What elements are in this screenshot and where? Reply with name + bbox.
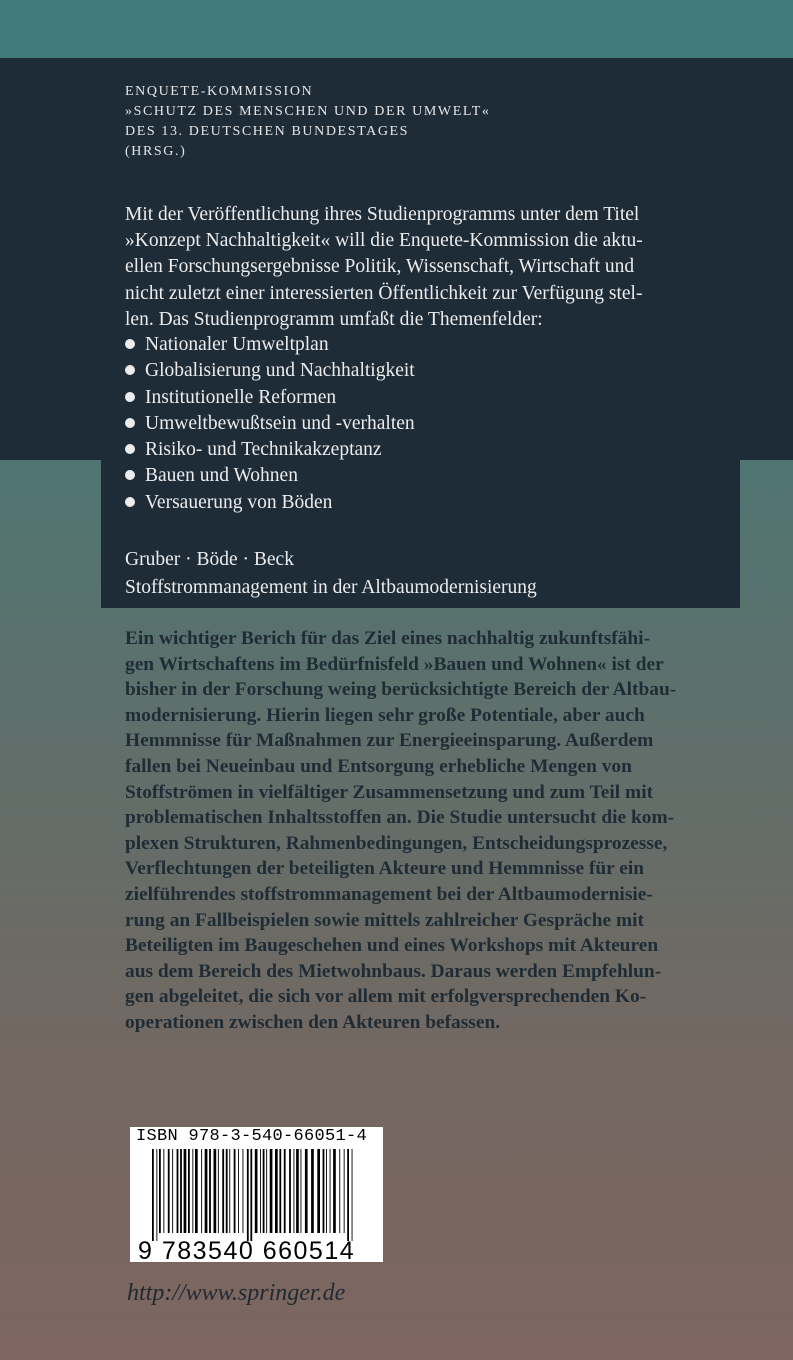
barcode-bar: [172, 1149, 173, 1233]
barcode-bar: [255, 1149, 258, 1233]
barcode-bar: [218, 1149, 219, 1233]
bullet-icon: [125, 418, 135, 428]
editor-line: »SCHUTZ DES MENSCHEN UND DER UMWELT«: [125, 104, 491, 119]
bullet-icon: [125, 339, 135, 349]
barcode-bar: [184, 1149, 187, 1233]
barcode-bar: [333, 1149, 336, 1233]
description-line: fallen bei Neueinbau und Entsorgung erhebliche Mengen von: [125, 755, 632, 777]
barcode-bar: [168, 1149, 170, 1233]
barcode-bar: [195, 1149, 198, 1233]
intro-line: »Konzept Nachhaltigkeit« will die Enquete-Kommission die aktu-: [125, 230, 643, 252]
description-line: bisher in der Forschung weing berücksichtigte Bereich der Altbau-: [125, 679, 677, 701]
barcode-bar: [205, 1149, 208, 1233]
editor-line: DES 13. DEUTSCHEN BUNDESTAGES: [125, 124, 410, 139]
topic-label: Versauerung von Böden: [145, 491, 333, 513]
barcode-bar: [275, 1149, 278, 1233]
barcode-bar: [339, 1149, 340, 1233]
barcode-bar: [347, 1149, 349, 1241]
barcode-bar: [352, 1149, 353, 1241]
barcode-bar: [214, 1149, 217, 1233]
bullet-icon: [125, 497, 135, 507]
topic-item: [125, 358, 415, 384]
barcode-bars: [130, 1149, 383, 1241]
barcode-bar: [234, 1149, 236, 1233]
topic-label: Nationaler Umweltplan: [145, 334, 329, 355]
barcode-bar: [326, 1149, 327, 1233]
barcode-bar: [263, 1149, 265, 1233]
description-line: operationen zwischen den Akteuren befassen.: [125, 1011, 501, 1033]
intro-line: ellen Forschungsergebnisse Politik, Wissenschaft, Wirtschaft und: [125, 256, 635, 278]
barcode-bar: [279, 1149, 281, 1233]
description-line: gen Wirtschaftens im Bedürfnisfeld »Bauen und Wohnen« ist der: [125, 653, 664, 675]
book-info: [125, 546, 537, 602]
description-line: zielführendes stoffstrommanagement bei der Altbaumodernisie-: [125, 883, 653, 905]
description-line: modernisierung. Hierin liegen sehr große Potentiale, aber auch: [125, 704, 645, 726]
barcode-bar: [201, 1149, 202, 1233]
barcode-bar: [222, 1149, 224, 1233]
bullet-icon: [125, 392, 135, 402]
barcode-bar: [305, 1149, 308, 1233]
topic-label: Umweltbewußtsein und -verhalten: [145, 412, 415, 434]
barcode-bar: [260, 1149, 261, 1233]
barcode-bar: [152, 1149, 154, 1241]
topic-label: Bauen und Wohnen: [145, 465, 298, 487]
barcode-bar: [209, 1149, 211, 1233]
barcode-bar: [177, 1149, 179, 1233]
barcode-bar: [238, 1149, 239, 1233]
isbn-label: ISBN 978-3-540-66051-4: [136, 1127, 368, 1146]
intro-line: Mit der Veröffentlichung ihres Studienprogramms unter dem Titel: [125, 204, 640, 225]
topic-item: [125, 463, 415, 489]
barcode-bar: [289, 1149, 291, 1233]
publisher-url[interactable]: http://www.springer.de: [127, 1280, 346, 1306]
topic-item: [125, 332, 415, 358]
barcode-bar: [311, 1149, 314, 1233]
topic-item: [125, 385, 415, 411]
bullet-icon: [125, 365, 135, 375]
series-intro: [125, 202, 643, 333]
description-line: Hemmnisse für Maßnahmen zur Energieeinsparung. Außerdem: [125, 730, 654, 752]
intro-line: nicht zuletzt einer interessierten Öffentlichkeit zur Verfügung stel-: [125, 282, 643, 304]
description-line: gen abgeleitet, die sich vor allem mit erfolgversprechenden Ko-: [125, 986, 647, 1008]
topic-item: [125, 490, 415, 516]
barcode-bar: [250, 1149, 252, 1241]
topic-item: [125, 437, 415, 463]
barcode-bar: [270, 1149, 273, 1233]
barcode-bar: [226, 1149, 228, 1233]
barcode-bar: [180, 1149, 182, 1233]
topic-item: [125, 411, 415, 437]
barcode-bar: [301, 1149, 302, 1233]
description-line: Beteiligten im Baugeschehen und eines Workshops mit Akteuren: [125, 935, 659, 957]
description-line: aus dem Bereich des Mietwohnbaus. Daraus werden Empfehlun-: [125, 960, 662, 982]
barcode-bar: [163, 1149, 164, 1233]
topic-label: Globalisierung und Nachhaltigkeit: [145, 360, 415, 382]
isbn-barcode: [130, 1127, 383, 1265]
barcode-digits: 9 783540 660514: [138, 1237, 356, 1265]
description-line: problematischen Inhaltsstoffen an. Die Studie untersucht die kom-: [125, 807, 675, 829]
barcode-bar: [284, 1149, 286, 1233]
topic-list: [125, 332, 415, 516]
editor-heading: [125, 82, 490, 162]
barcode-bar: [296, 1149, 299, 1233]
editor-line: ENQUETE-KOMMISSION: [125, 84, 314, 99]
barcode-bar: [323, 1149, 325, 1233]
description: [125, 626, 676, 1036]
barcode-bar: [247, 1149, 249, 1241]
book-title: Stoffstrommanagement in der Altbaumodernisierung: [125, 577, 537, 598]
barcode-bar: [159, 1149, 161, 1233]
description-line: plexen Strukturen, Rahmenbedingungen, Entscheidungsprozesse,: [125, 832, 668, 854]
barcode-bar: [330, 1149, 331, 1233]
barcode-bar: [294, 1149, 295, 1233]
description-line: Stoffströmen in vielfältiger Zusammensetzung und zum Teil mit: [125, 781, 654, 803]
description-line: rung an Fallbeispielen sowie mittels zahlreicher Gespräche mit: [125, 909, 645, 931]
barcode-bar: [229, 1149, 230, 1233]
description-line: Ein wichtiger Berich für das Ziel eines nachhaltig zukunftsfähi-: [125, 628, 651, 649]
intro-line: len. Das Studienprogramm umfaßt die Themenfelder:: [125, 308, 543, 330]
authors: Gruber · Böde · Beck: [125, 549, 294, 570]
topic-label: Institutionelle Reformen: [145, 386, 337, 408]
barcode-bar: [188, 1149, 190, 1233]
barcode-bar: [156, 1149, 157, 1241]
barcode-bar: [243, 1149, 244, 1233]
topic-label: Risiko- und Technikakzeptanz: [145, 439, 382, 461]
description-line: Verflechtungen der beteiligten Akteure und Hemmnisse für ein: [125, 858, 645, 880]
barcode-bar: [317, 1149, 320, 1233]
editor-line: (HRSG.): [125, 144, 187, 159]
barcode-bar: [192, 1149, 193, 1233]
bullet-icon: [125, 470, 135, 480]
barcode-bar: [344, 1149, 345, 1233]
bullet-icon: [125, 444, 135, 454]
barcode-bar: [266, 1149, 267, 1233]
